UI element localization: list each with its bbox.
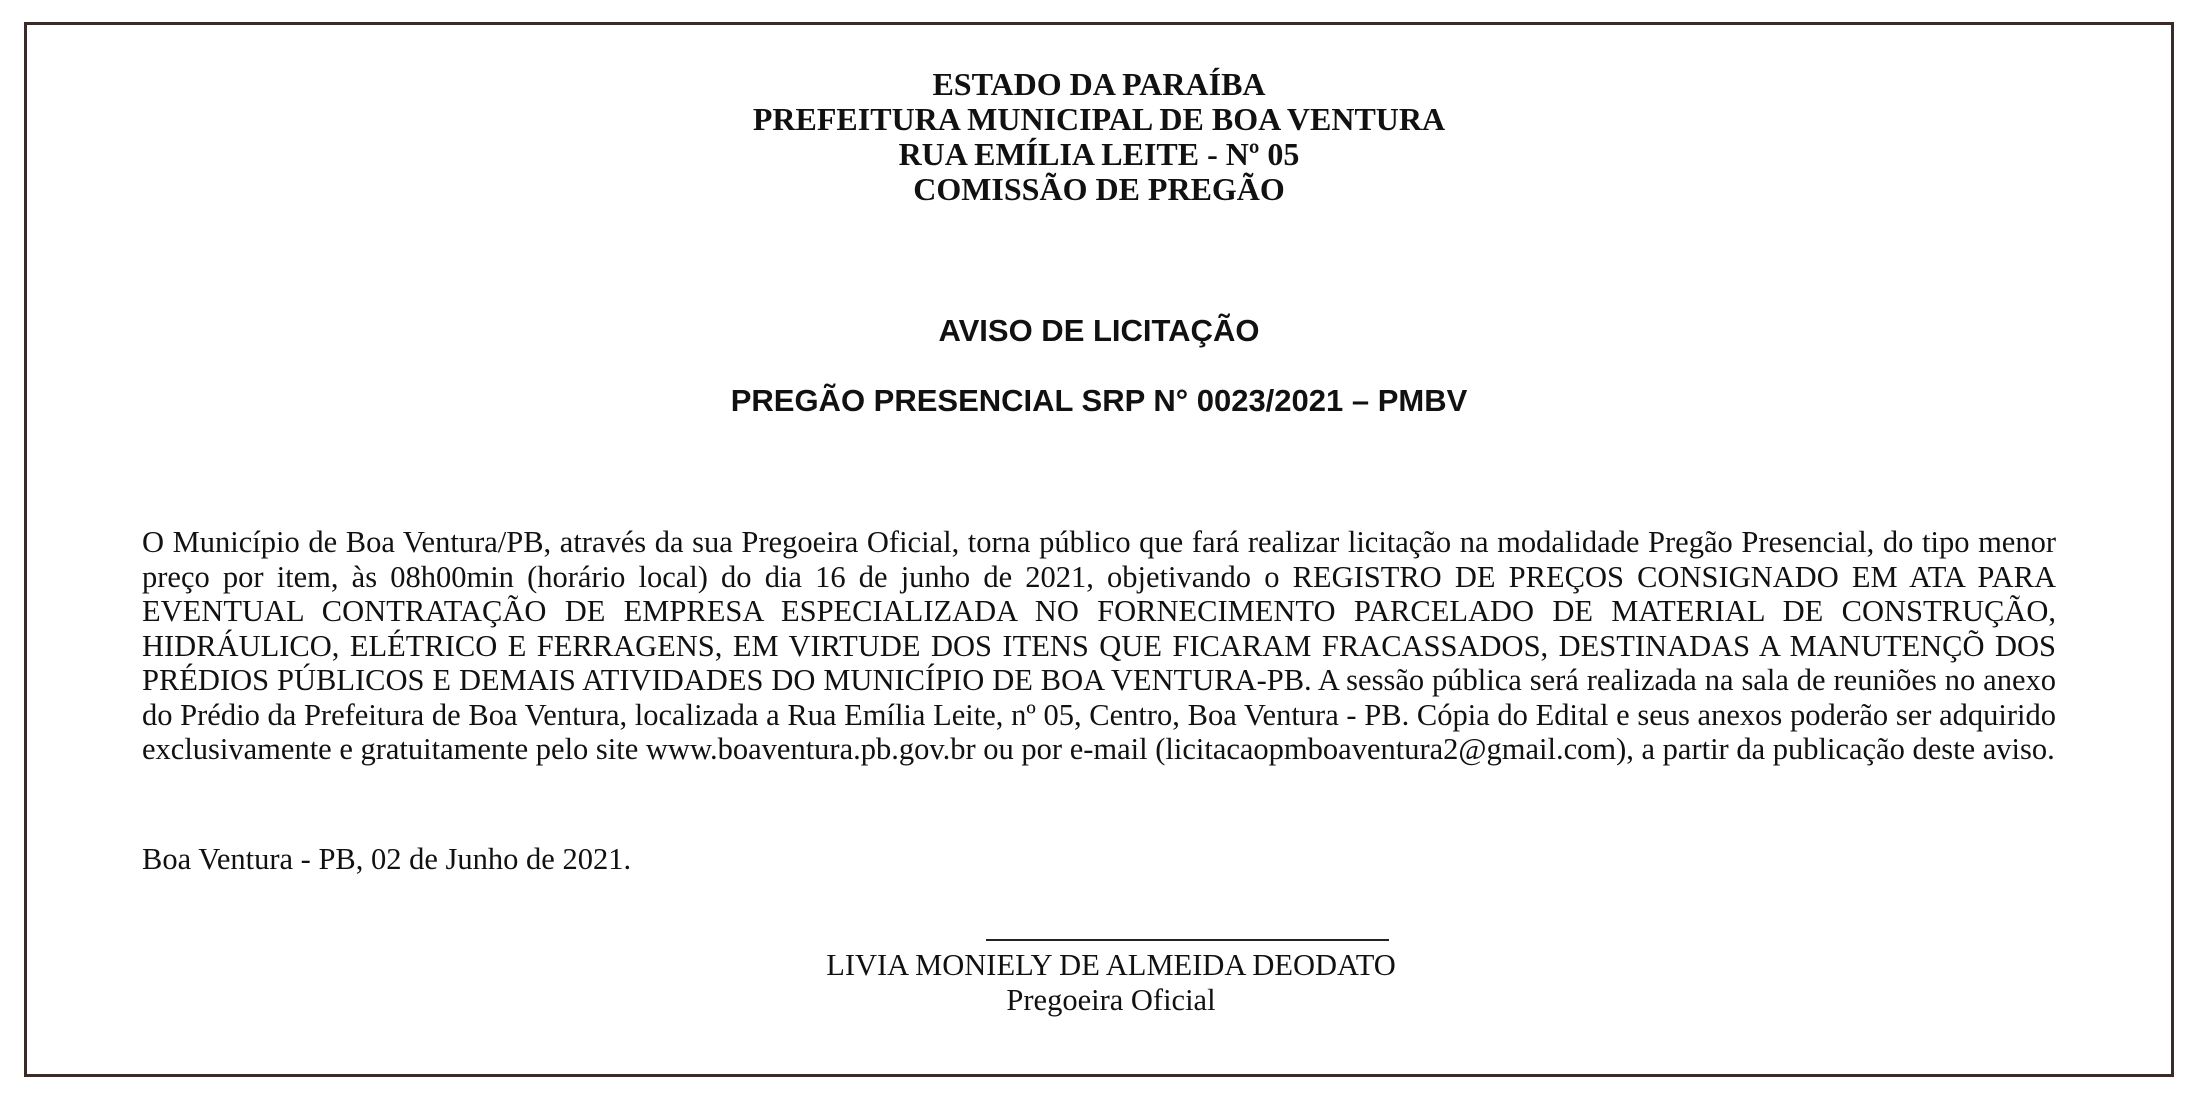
document-header <box>27 67 2171 207</box>
signer-name: LIVIA MONIELY DE ALMEIDA DEODATO <box>826 948 1396 982</box>
header-prefecture: PREFEITURA MUNICIPAL DE BOA VENTURA <box>752 101 1446 137</box>
notice-title: AVISO DE LICITAÇÃO <box>938 313 1260 348</box>
document-frame <box>24 22 2174 1077</box>
header-commission: COMISSÃO DE PREGÃO <box>913 171 1285 207</box>
place-date: Boa Ventura - PB, 02 de Junho de 2021. <box>142 842 632 876</box>
header-address: RUA EMÍLIA LEITE - Nº 05 <box>898 136 1300 172</box>
header-state: ESTADO DA PARAÍBA <box>932 66 1266 102</box>
signature-block <box>27 948 2171 1018</box>
signer-role: Pregoeira Oficial <box>1006 983 1216 1017</box>
signature-line <box>986 939 1389 941</box>
notice-subtitle: PREGÃO PRESENCIAL SRP N° 0023/2021 – PMBV <box>730 383 1468 418</box>
notice-body-paragraph: O Município de Boa Ventura/PB, através da sua Pregoeira Oficial, torna público que fará realizar licitação na modalidade Pregão Presencial, do tipo menor preço por item, às 08h00min (horário local) do dia 16 de junho de 2021, objetivando o REGISTRO DE PREÇOS CONSIGNADO EM ATA PARA EVENTUAL CONTRATAÇÃO DE EMPRESA ESPECIALIZADA NO FORNECIMENTO PARCELADO DE MATERIAL DE CONSTRUÇÃO, HIDRÁULICO, ELÉTRICO E FERRAGENS, EM VIRTUDE DOS ITENS QUE FICARAM FRACASSADOS, DESTINADAS A MANUTENÇÕ DOS PRÉDIOS PÚBLICOS E DEMAIS ATIVIDADES DO MUNICÍPIO DE BOA VENTURA-PB. A sessão pública será realizada na sala de reuniões no anexo do Prédio da Prefeitura de Boa Ventura, localizada a Rua Emília Leite, nº 05, Centro, Boa Ventura - PB. Cópia do Edital e seus anexos poderão ser adquirido exclusivamente e gratuitamente pelo site www.boaventura.pb.gov.br ou por e-mail (licitacaopmboaventura2@gmail.com), a partir da publicação deste aviso. <box>142 525 2056 766</box>
